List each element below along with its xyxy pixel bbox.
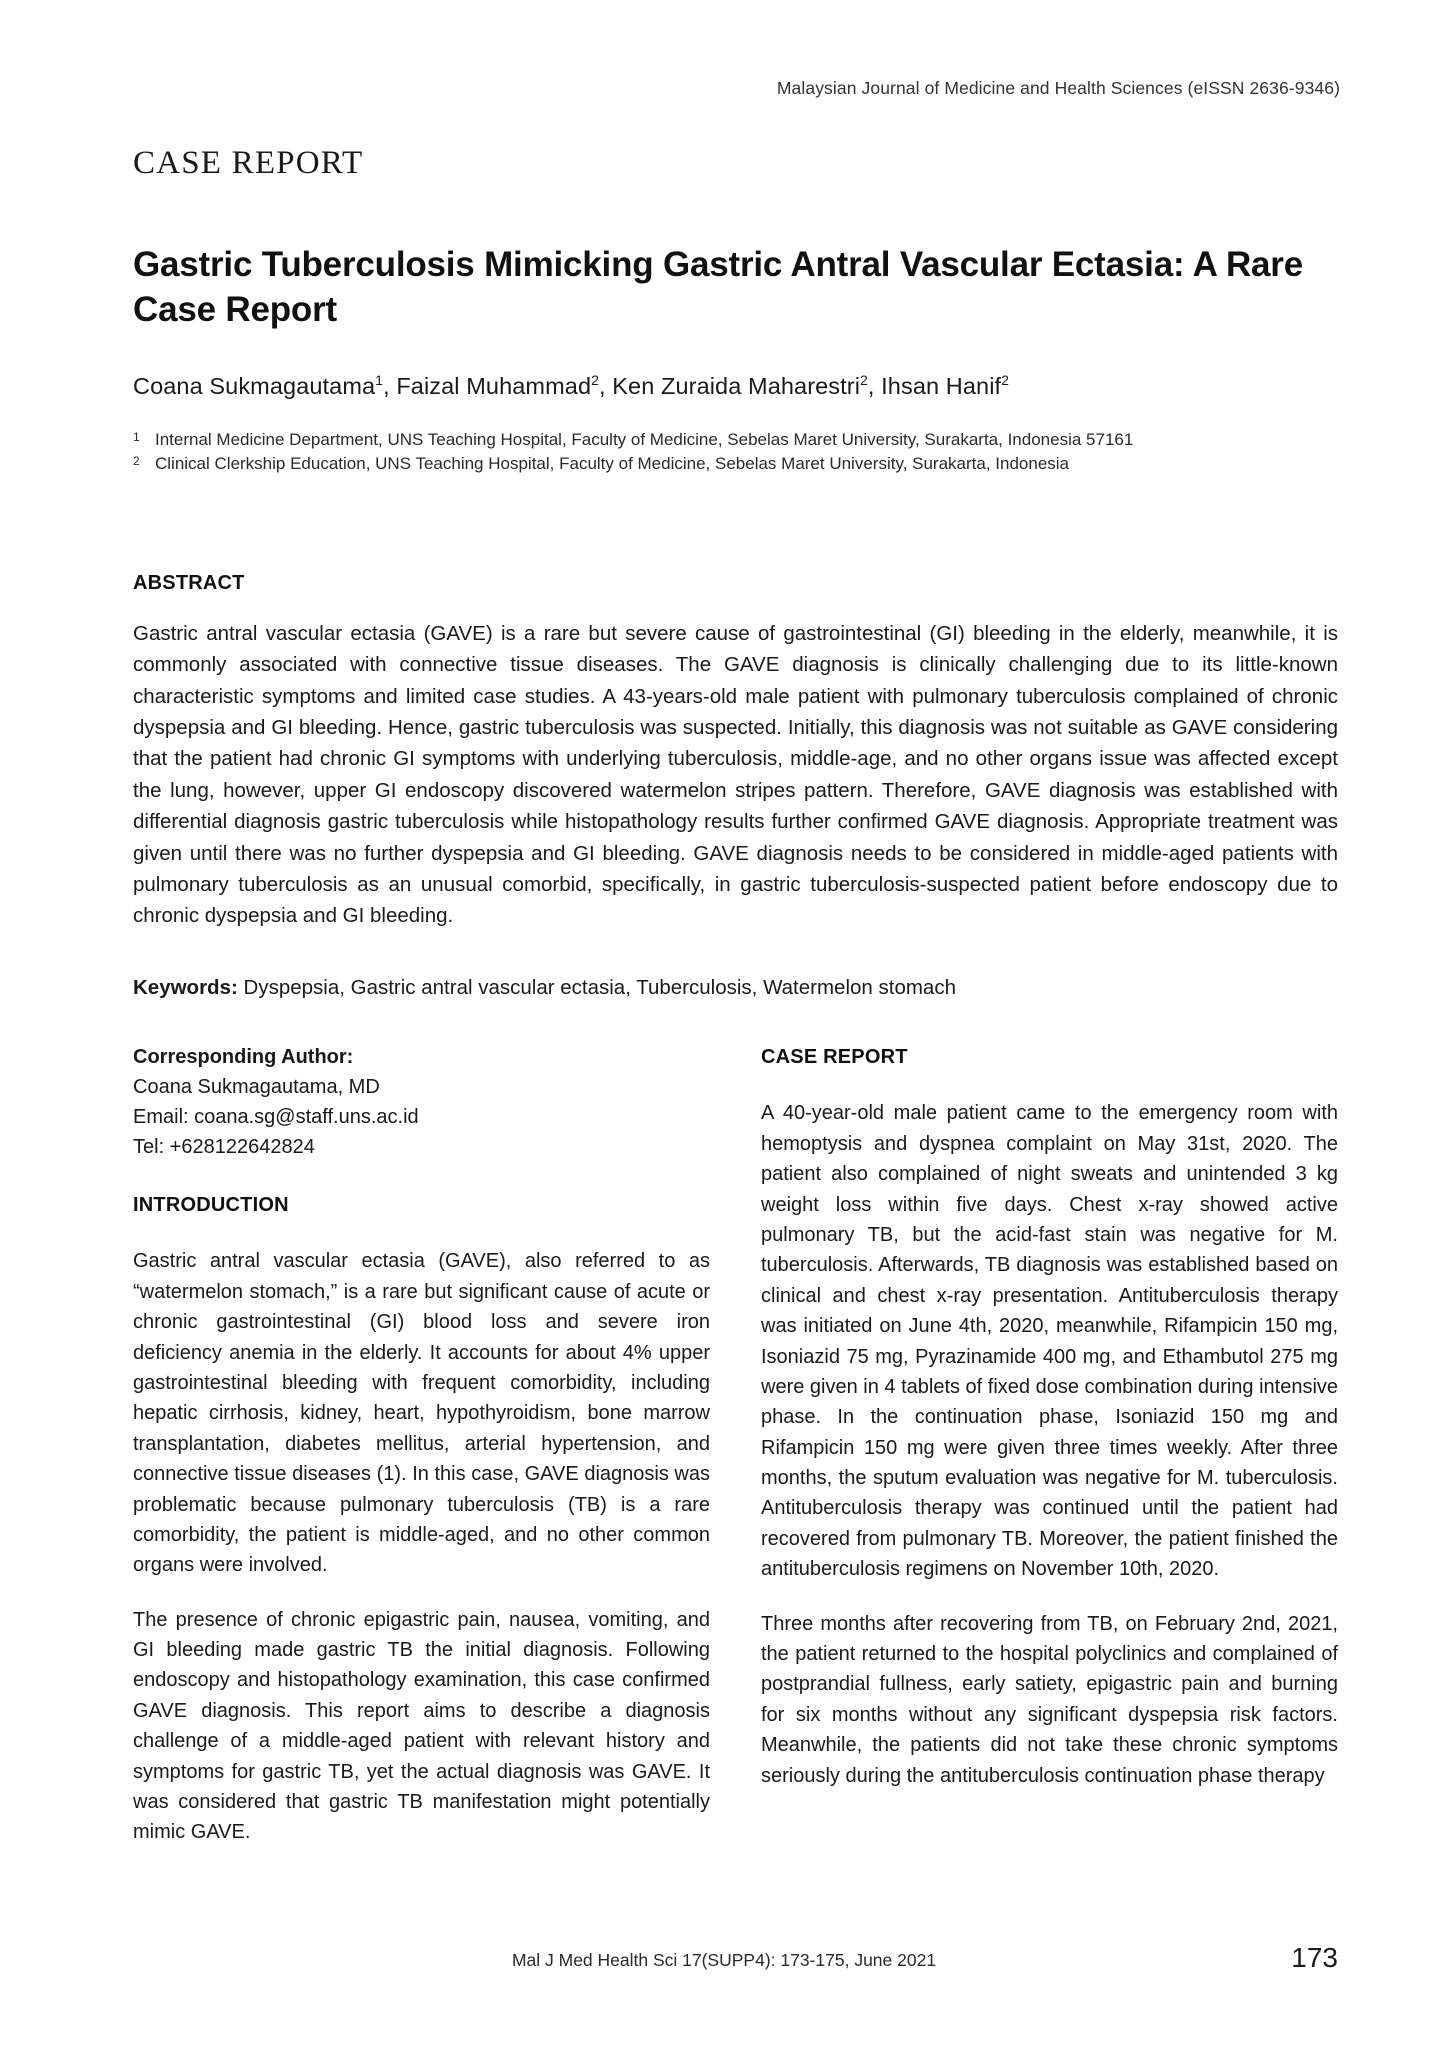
- introduction-paragraph: Gastric antral vascular ectasia (GAVE), also referred to as “watermelon stomach,” is a rare but significant cause of acute or chronic gastrointestinal (GI) blood loss and severe iron deficiency anemia in the elderly. It accounts for about 4% upper gastrointestinal bleeding with frequent comorbidity, including hepatic cirrhosis, kidney, heart, hypothyroidism, bone marrow transplantation, diabetes mellitus, arterial hypertension, and connective tissue diseases (1). In this case, GAVE diagnosis was problematic because pulmonary tuberculosis (TB) is a rare comorbidity, the patient is middle-aged, and no other common organs were involved.: [133, 1250, 710, 1577]
- affiliation-text: Clinical Clerkship Education, UNS Teaching Hospital, Faculty of Medicine, Sebelas Maret University, Surakarta, Indonesia: [155, 454, 1070, 474]
- case-report-paragraph: A 40-year-old male patient came to the emergency room with hemoptysis and dyspnea complaint on May 31st, 2020. The patient also complained of night sweats and unintended 3 kg weight loss within five days. Chest x-ray showed active pulmonary TB, but the acid-fast stain was negative for M. tuberculosis. Afterwards, TB diagnosis was established based on clinical and chest x-ray presentation. Antituberculosis therapy was initiated on June 4th, 2020, meanwhile, Rifampicin 150 mg, Isoniazid 75 mg, Pyrazinamide 400 mg, and Ethambutol 275 mg were given in 4 tablets of fixed dose combination during intensive phase. In the continuation phase, Isoniazid 150 mg and Rifampicin 150 mg were given three times weekly. After three months, the sputum evaluation was negative for M. tuberculosis. Antituberculosis therapy was continued until the patient had recovered from pulmonary TB. Moreover, the patient finished the antituberculosis regimens on November 10th, 2020.: [761, 1102, 1339, 1581]
- affiliation-item: [133, 452, 1343, 476]
- affiliation-text: Internal Medicine Department, UNS Teaching Hospital, Faculty of Medicine, Sebelas Maret University, Surakarta, Indonesia 57161: [155, 430, 1134, 449]
- title-block: [133, 243, 1338, 333]
- keywords-line: [133, 976, 1338, 1000]
- footer-page-number: 173: [1291, 1942, 1338, 1973]
- introduction-heading: INTRODUCTION: [133, 1194, 289, 1216]
- case-report-paragraph: Three months after recovering from TB, on February 2nd, 2021, the patient returned to the hospital polyclinics and complained of postprandial fullness, early satiety, epigastric pain and burning for six months without any significant dyspepsia risk factors. Meanwhile, the patients did not take these chronic symptoms seriously during the antituberculosis continuation phase therapy: [761, 1612, 1338, 1787]
- body-columns: [133, 1042, 1338, 1872]
- case-report-heading: CASE REPORT: [761, 1046, 908, 1068]
- affiliation-marker: 1: [133, 430, 140, 444]
- affiliation-item: [133, 428, 1343, 452]
- keywords-value: Dyspepsia, Gastric antral vascular ectasia, Tuberculosis, Watermelon stomach: [243, 976, 956, 999]
- abstract-heading: ABSTRACT: [133, 572, 245, 594]
- corresponding-author-name: Coana Sukmagautama, MD: [133, 1076, 380, 1098]
- author-list: Coana Sukmagautama$^1$, Faizal Muhammad$^2$, Ken Zuraida Maharestri$^2$, Ihsan Hanif$^2$: [133, 372, 1010, 399]
- affiliation-list: [133, 428, 1343, 476]
- corresponding-author-block: [133, 1042, 710, 1162]
- left-column: [133, 1042, 710, 1848]
- page-title: Gastric Tuberculosis Mimicking Gastric Antral Vascular Ectasia: A Rare Case Report: [133, 245, 1303, 329]
- affiliation-marker: 2: [133, 454, 140, 469]
- footer-citation: Mal J Med Health Sci 17(SUPP4): 173-175, June 2021: [511, 1950, 937, 1970]
- right-column: [761, 1042, 1338, 1791]
- introduction-paragraph: The presence of chronic epigastric pain, nausea, vomiting, and GI bleeding made gastric TB the initial diagnosis. Following endoscopy and histopathology examination, this case confirmed GAVE diagnosis. This report aims to describe a diagnosis challenge of a middle-aged patient with relevant history and symptoms for gastric TB, yet the actual diagnosis was GAVE. It was considered that gastric TB manifestation might potentially mimic GAVE.: [133, 1608, 710, 1844]
- corresponding-author-tel: Tel: +628122642824: [133, 1136, 315, 1158]
- journal-header-line: Malaysian Journal of Medicine and Health Sciences (eISSN 2636-9346): [776, 78, 1340, 98]
- keywords-label: Keywords:: [133, 976, 238, 999]
- document-type-label: CASE REPORT: [133, 145, 364, 181]
- page-footer: [0, 1942, 1448, 1980]
- abstract-text: Gastric antral vascular ectasia (GAVE) is a rare but severe cause of gastrointestinal (GI) bleeding in the elderly, meanwhile, it is commonly associated with connective tissue diseases. The GAVE diagnosis is clinically challenging due to its little-known characteristic symptoms and limited case studies. A 43-years-old male patient with pulmonary tuberculosis complained of chronic dyspepsia and GI bleeding. Hence, gastric tuberculosis was suspected. Initially, this diagnosis was not suitable as GAVE considering that the patient had chronic GI symptoms with underlying tuberculosis, middle-age, and no other organs issue was affected except the lung, however, upper GI endoscopy discovered watermelon stripes pattern. Therefore, GAVE diagnosis was established with differential diagnosis gastric tuberculosis while histopathology results further confirmed GAVE diagnosis. Appropriate treatment was given until there was no further dyspepsia and GI bleeding. GAVE diagnosis needs to be considered in middle-aged patients with pulmonary tuberculosis as an unusual comorbid, specifically, in gastric tuberculosis-suspected patient before endoscopy due to chronic dyspepsia and GI bleeding.: [133, 622, 1338, 928]
- corresponding-author-title: Corresponding Author:: [133, 1046, 354, 1068]
- corresponding-author-email[interactable]: Email: coana.sg@staff.uns.ac.id: [133, 1106, 419, 1128]
